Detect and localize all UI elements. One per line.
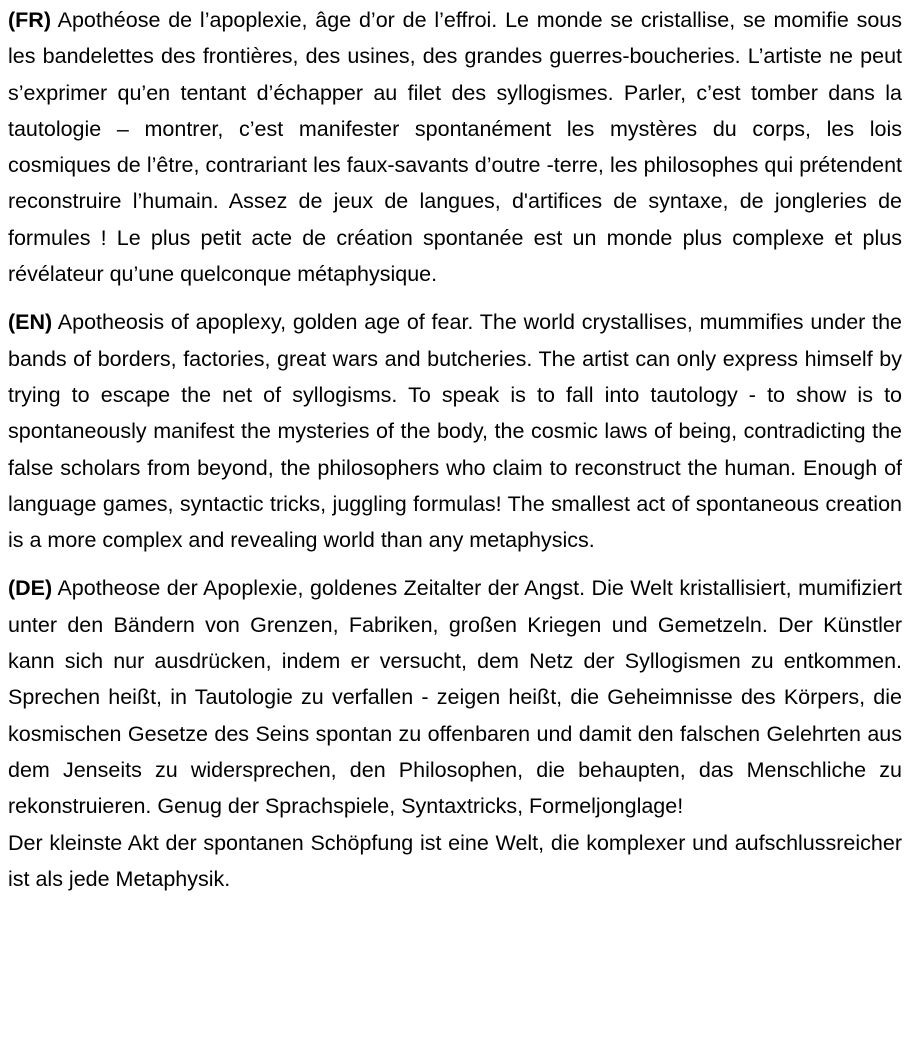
paragraph-german-text: Apotheose der Apoplexie, goldenes Zeitalter der Angst. Die Welt kristallisiert, mumifiziert unter den Bändern von Grenzen, Fabriken, großen Kriegen und Gemetzeln. Der Künstler kann sich nur ausdrücken, indem er versucht, dem Netz der Syllogismen zu entkommen. Sprechen heißt, in Tautologie zu verfallen - zeigen heißt, die Geheimnisse des Körpers, die kosmischen Gesetze des Seins spontan zu offenbaren und damit den falschen Gelehrten aus dem Jenseits zu widersprechen, den Philosophen, die behaupten, das Menschliche zu rekonstruieren. Genug der Sprachspiele, Syntaxtricks, Formeljonglage! — [8, 576, 902, 819]
paragraph-french — [8, 2, 902, 292]
paragraph-german-continuation: Der kleinste Akt der spontanen Schöpfung ist eine Welt, die komplexer und aufschlussreicher ist als jede Metaphysik. — [8, 830, 902, 891]
language-tag-en: (EN) — [8, 310, 53, 335]
language-tag-de: (DE) — [8, 576, 53, 601]
paragraph-french-text: Apothéose de l’apoplexie, âge d’or de l’effroi. Le monde se cristallise, se momifie sous les bandelettes des frontières, des usines, des grandes guerres-boucheries. L’artiste ne peut s’exprimer qu’en tentant d’échapper au filet des syllogismes. Parler, c’est tomber dans la tautologie – montrer, c’est manifester spontanément les mystères du corps, les lois cosmiques de l’être, contrariant les faux-savants d’outre -terre, les philosophes qui prétendent reconstruire l’humain. Assez de jeux de langues, d'artifices de syntaxe, de jongleries de formules ! Le plus petit acte de création spontanée est un monde plus complexe et plus révélateur qu’une quelconque métaphysique. — [8, 8, 902, 287]
document-body — [8, 2, 902, 897]
paragraph-english — [8, 304, 902, 558]
language-tag-fr: (FR) — [8, 8, 51, 32]
paragraph-german — [8, 570, 902, 824]
paragraph-english-text: Apotheosis of apoplexy, golden age of fear. The world crystallises, mummifies under the bands of borders, factories, great wars and butcheries. The artist can only express himself by trying to escape the net of syllogisms. To speak is to fall into tautology - to show is to spontaneously manifest the mysteries of the body, the cosmic laws of being, contradicting the false scholars from beyond, the philosophers who claim to reconstruct the human. Enough of language games, syntactic tricks, juggling formulas! The smallest act of spontaneous creation is a more complex and revealing world than any metaphysics. — [8, 310, 902, 553]
